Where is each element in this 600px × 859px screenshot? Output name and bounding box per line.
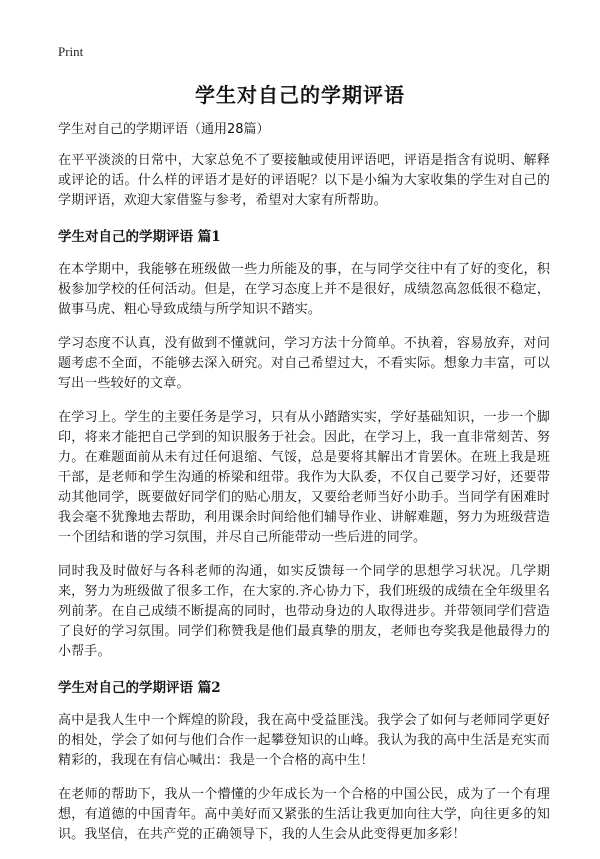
section-1-paragraph-3: 在学习上。学生的主要任务是学习，只有从小踏踏实实，学好基础知识，一步一个脚印，将来才能把自己学到的知识服务于社会。因此，在学习上，我一直非常刻苦、努力。在难题面前从未有过任何退缩、气馁，总是要将其解出才肯罢休。在班上我是班干部，是老师和学生沟通的桥梁和纽带。我作为大队委，不仅自己要学习好，还要带动其他同学，既要做好同学们的贴心朋友，又要给老师当好小助手。当同学有困难时我会毫不犹豫地去帮助，利用课余时间给他们辅导作业、讲解难题，努力为班级营造一个团结和谐的学习氛围，并尽自己所能带动一些后进的同学。 bbox=[58, 410, 550, 545]
section-2-paragraph-2: 在老师的帮助下，我从一个懵懂的少年成长为一个合格的中国公民，成为了一个有理想，有道德的中国青年。高中美好而又紧张的生活让我更加向往大学，向往更多的知识。我坚信，在共产党的正确领导下，我的人生会从此变得更加多彩！ bbox=[58, 787, 550, 842]
section-2-paragraph-1: 高中是我人生中一个辉煌的阶段，我在高中受益匪浅。我学会了如何与老师同学更好的相处，学会了如何与他们合作一起攀登知识的山峰。我认为我的高中生活是充实而精彩的，我现在有信心喊出：我是一个合格的高中生！ bbox=[58, 713, 550, 768]
section-heading-1: 学生对自己的学期评语 篇1 bbox=[58, 229, 221, 245]
page-title: 学生对自己的学期评语 bbox=[195, 83, 405, 107]
section-1-paragraph-2: 学习态度不认真，没有做到不懂就问，学习方法十分简单。不执着，容易放弃，对问题考虑不全面，不能够去深入研究。对自己希望过大，不看实际。想象力丰富，可以写出一些较好的文章。 bbox=[58, 336, 550, 391]
print-link[interactable]: Print bbox=[58, 44, 84, 59]
section-heading-2: 学生对自己的学期评语 篇2 bbox=[58, 680, 221, 696]
article-subtitle: 学生对自己的学期评语（通用28篇） bbox=[58, 122, 270, 137]
section-1-paragraph-1: 在本学期中，我能够在班级做一些力所能及的事，在与同学交往中有了好的变化，积极参加学校的任何活动。但是，在学习态度上并不是很好，成绩忽高忽低很不稳定，做事马虎、粗心导致成绩与所学知识不踏实。 bbox=[58, 262, 550, 317]
intro-paragraph: 在平平淡淡的日常中，大家总免不了要接触或使用评语吧，评语是指含有说明、解释或评论的话。什么样的评语才是好的评语呢？以下是小编为大家收集的学生对自己的学期评语，欢迎大家借鉴与参考，希望对大家有所帮助。 bbox=[58, 153, 550, 208]
article-content bbox=[58, 120, 550, 859]
section-1-paragraph-4: 同时我及时做好与各科老师的沟通，如实反馈每一个同学的思想学习状况。几学期来，努力为班级做了很多工作，在大家的.齐心协力下，我们班级的成绩在全年级里名列前茅。在自己成绩不断提高的同时，也带动身边的人取得进步。并带领同学们营造了良好的学习氛围。同学们称赞我是他们最真挚的朋友，老师也夸奖我是他最得力的小帮手。 bbox=[58, 564, 550, 659]
